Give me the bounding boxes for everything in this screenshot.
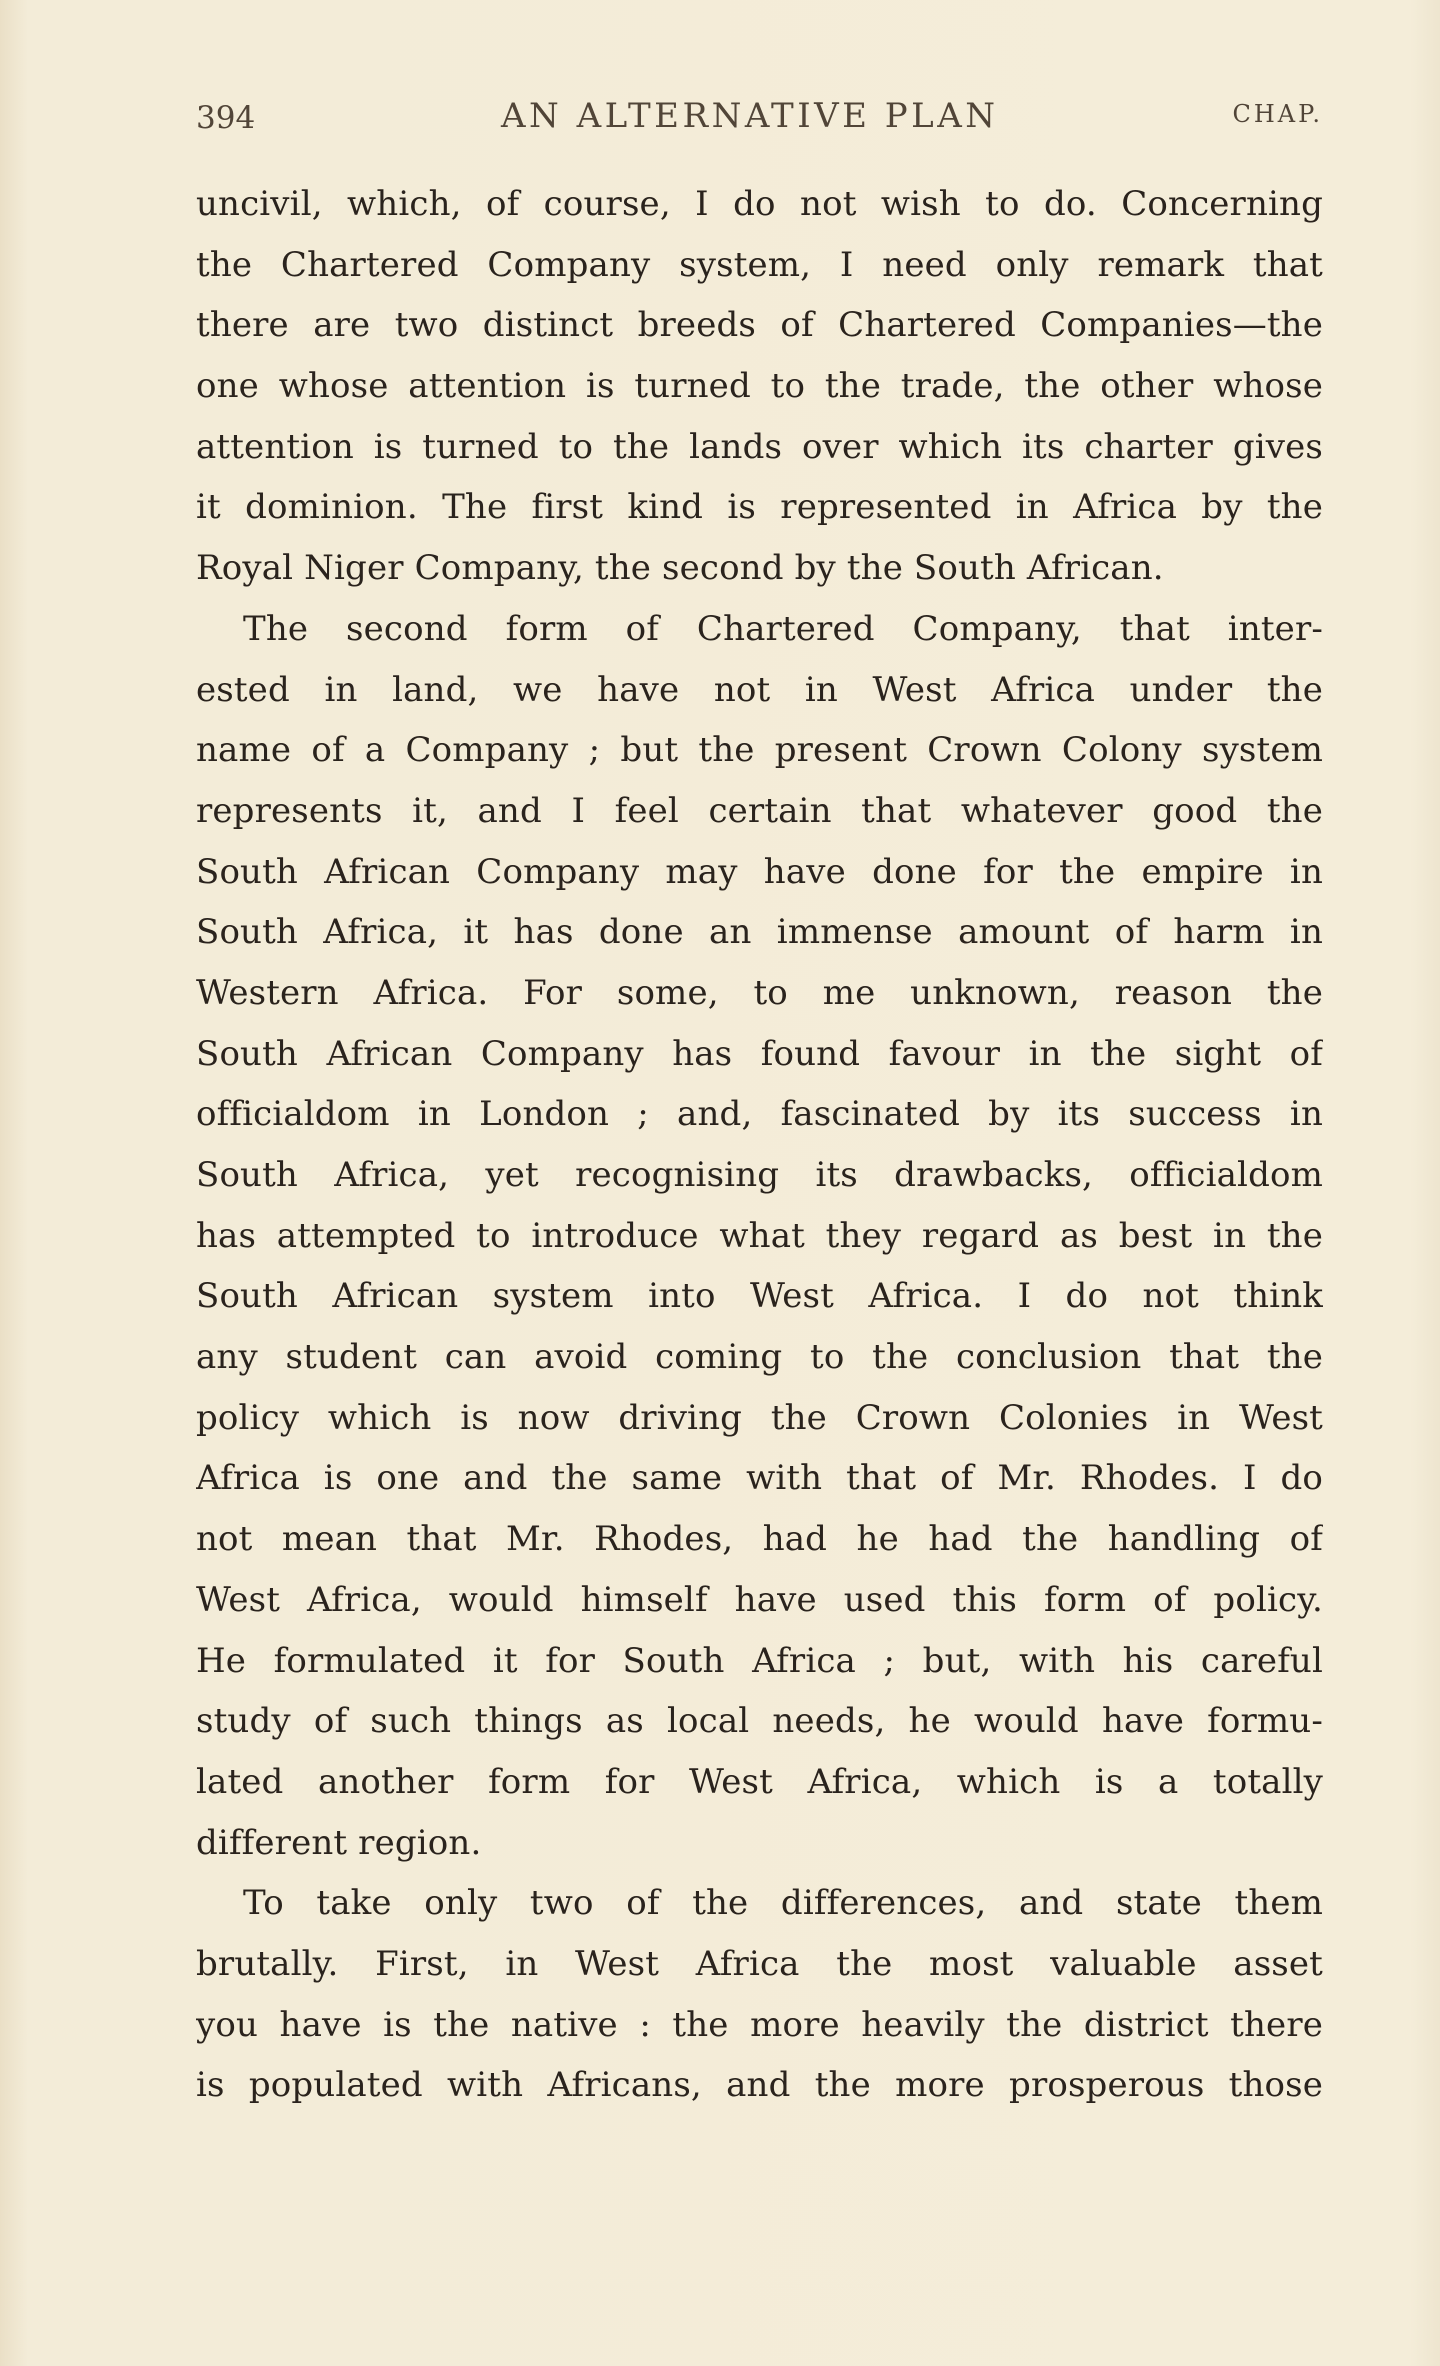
text-line: different region. [196,1822,482,1863]
paragraph-chartered-company [196,599,1323,1873]
text-line: South Africa, yet recognising its drawbacks, officialdom [196,1155,1323,1195]
text-line: South African system into West Africa. I do not think [196,1276,1323,1317]
text-line: South African Company may have done for the empire in [196,851,1323,892]
text-line: there are two distinct breeds of Chartered Companies—the [196,305,1323,346]
text-line: lated another form for West Africa, which is a totally [196,1761,1323,1802]
text-line: represents it, and I feel certain that whatever good the [196,790,1323,831]
text-line: uncivil, which, of course, I do not wish to do. Concerning [196,184,1323,224]
paragraph-continuation [196,174,1323,599]
text-line: one whose attention is turned to the trade, the other whose [196,366,1323,407]
text-line: Royal Niger Company, the second by the South African. [196,548,1164,589]
text-line: you have is the native : the more heavily the district there [196,2004,1323,2045]
text-line: the Chartered Company system, I need only remark that [196,244,1323,285]
running-title: AN ALTERNATIVE PLAN [501,96,999,136]
text-line: not mean that Mr. Rhodes, had he had the handling of [196,1519,1323,1560]
text-line: it dominion. The first kind is represented in Africa by the [196,487,1323,528]
text-line: any student can avoid coming to the conclusion that the [196,1337,1323,1378]
text-line: policy which is now driving the Crown Colonies in West [196,1397,1323,1438]
body-text [196,174,1323,2116]
chapter-label: CHAP. [1232,100,1323,128]
text-line: To take only two of the differences, and state them [243,1883,1323,1924]
text-line: ested in land, we have not in West Africa under the [196,669,1323,710]
text-line: South Africa, it has done an immense amount of harm in [196,912,1323,953]
paragraph-differences [196,1873,1323,2116]
text-line: Africa is one and the same with that of Mr. Rhodes. I do [196,1458,1323,1499]
text-line: name of a Company ; but the present Crown Colony system [196,730,1323,771]
text-line: The second form of Chartered Company, that inter- [243,608,1323,649]
text-line: West Africa, would himself have used this form of policy. [196,1579,1323,1620]
text-line: officialdom in London ; and, fascinated by its success in [196,1094,1323,1135]
text-line: study of such things as local needs, he would have formu- [196,1701,1323,1742]
text-line: attention is turned to the lands over which its charter gives [196,426,1323,467]
text-line: is populated with Africans, and the more prosperous those [196,2065,1323,2106]
text-line: Western Africa. For some, to me unknown, reason the [196,972,1323,1013]
text-line: South African Company has found favour in the sight of [196,1033,1323,1074]
running-header [196,96,1323,142]
text-line: brutally. First, in West Africa the most valuable asset [196,1943,1323,1984]
page-number: 394 [196,100,256,136]
text-line: He formulated it for South Africa ; but, with his careful [196,1640,1323,1681]
text-line: has attempted to introduce what they regard as best in the [196,1215,1323,1256]
